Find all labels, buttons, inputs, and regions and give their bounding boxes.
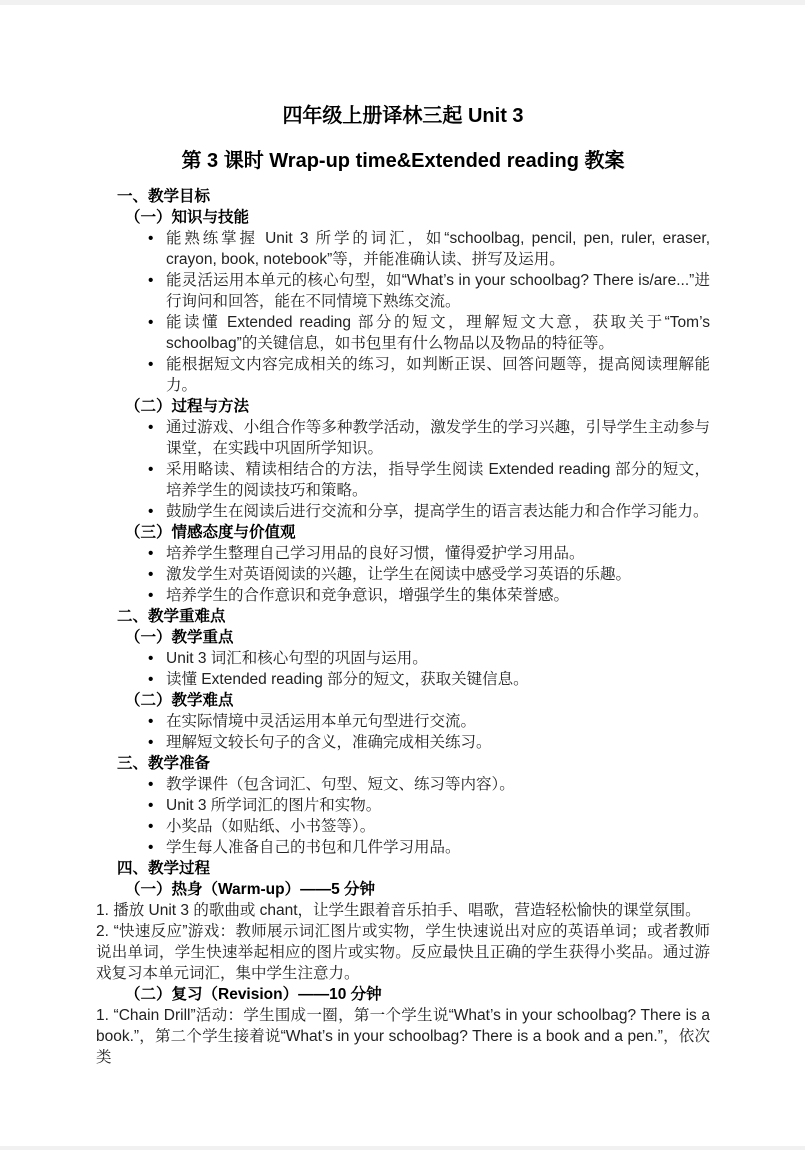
bullet-icon: • (148, 818, 154, 835)
bullet-text: Unit 3 词汇和核心句型的巩固与运用。 (166, 650, 428, 667)
bullet-item (96, 774, 710, 795)
bullet-item (96, 417, 710, 459)
bullet-text: 小奖品（如贴纸、小书签等）。 (166, 818, 376, 835)
bullet-icon: • (148, 650, 154, 667)
bullet-icon: • (148, 272, 154, 289)
bullet-icon: • (148, 797, 154, 814)
bullet-item (96, 459, 710, 501)
bullet-text: 理解短文较长句子的含义，准确完成相关练习。 (166, 734, 492, 751)
bullet-icon: • (148, 587, 154, 604)
bullet-icon: • (148, 356, 154, 373)
section-heading: 一、教学目标 (117, 188, 211, 205)
section-heading: （二）复习（Revision）——10 分钟 (125, 986, 382, 1003)
bullet-icon: • (148, 314, 154, 331)
numbered-paragraph: 1. “Chain Drill”活动：学生围成一圈，第一个学生说“What’s in your schoolbag? There is a book.”，第二个学生接着说“What’s in your schoolbag? There is a book and a pen.”，依次类 (96, 1007, 710, 1066)
section-heading: （一）知识与技能 (125, 209, 250, 226)
document-page (0, 5, 805, 1146)
bullet-icon: • (148, 776, 154, 793)
section-heading: （三）情感态度与价值观 (125, 524, 296, 541)
bullet-text: 读懂 Extended reading 部分的短文，获取关键信息。 (166, 671, 529, 688)
doc-title: 四年级上册译林三起 Unit 3 (282, 105, 524, 127)
bullet-item (96, 669, 710, 690)
bullet-item (96, 501, 710, 522)
doc-subtitle: 第 3 课时 Wrap-up time&Extended reading 教案 (181, 150, 625, 172)
bullet-text: 培养学生的合作意识和竞争意识，增强学生的集体荣誉感。 (166, 587, 570, 604)
section-heading: 二、教学重难点 (117, 608, 226, 625)
bullet-item (96, 837, 710, 858)
bullet-icon: • (148, 503, 154, 520)
bullet-item (96, 564, 710, 585)
bullet-item (96, 648, 710, 669)
bullet-text: 鼓励学生在阅读后进行交流和分享，提高学生的语言表达能力和合作学习能力。 (166, 503, 709, 520)
bullet-icon: • (148, 566, 154, 583)
bullet-icon: • (148, 671, 154, 688)
bullet-icon: • (148, 461, 154, 478)
bullet-item (96, 228, 710, 270)
bullet-icon: • (148, 230, 154, 247)
bullet-text: 通过游戏、小组合作等多种教学活动，激发学生的学习兴趣，引导学生主动参与课堂，在实践中巩固所学知识。 (166, 419, 710, 457)
document-body (96, 186, 710, 1068)
section-heading: （二）过程与方法 (125, 398, 250, 415)
bullet-icon: • (148, 734, 154, 751)
bullet-item (96, 543, 710, 564)
bullet-icon: • (148, 713, 154, 730)
numbered-paragraph: 1. 播放 Unit 3 的歌曲或 chant，让学生跟着音乐拍手、唱歌，营造轻松愉快的课堂氛围。 (96, 902, 701, 919)
bullet-text: 激发学生对英语阅读的兴趣，让学生在阅读中感受学习英语的乐趣。 (166, 566, 632, 583)
bullet-text: 能读懂 Extended reading 部分的短文，理解短文大意，获取关于“Tom’s schoolbag”的关键信息，如书包里有什么物品以及物品的特征等。 (166, 314, 710, 352)
bullet-item (96, 312, 710, 354)
bullet-item (96, 732, 710, 753)
bullet-item (96, 795, 710, 816)
bullet-text: 教学课件（包含词汇、句型、短文、练习等内容）。 (166, 776, 515, 793)
bullet-text: 能熟练掌握 Unit 3 所学的词汇，如“schoolbag, pencil, pen, ruler, eraser, crayon, book, notebook”等，并能准确认读、拼写及运用。 (166, 230, 710, 268)
bullet-item (96, 354, 710, 396)
bullet-text: 采用略读、精读相结合的方法，指导学生阅读 Extended reading 部分的短文，培养学生的阅读技巧和策略。 (166, 461, 710, 499)
bullet-text: 能灵活运用本单元的核心句型，如“What’s in your schoolbag? There is/are...”进行询问和回答，能在不同情境下熟练交流。 (166, 272, 710, 310)
section-heading: （二）教学难点 (125, 692, 234, 709)
section-heading: （一）教学重点 (125, 629, 234, 646)
bullet-text: 在实际情境中灵活运用本单元句型进行交流。 (166, 713, 477, 730)
bullet-text: 培养学生整理自己学习用品的良好习惯，懂得爱护学习用品。 (166, 545, 585, 562)
bullet-item (96, 585, 710, 606)
bullet-icon: • (148, 839, 154, 856)
numbered-paragraph: 2. “快速反应”游戏：教师展示词汇图片或实物，学生快速说出对应的英语单词；或者教师说出单词，学生快速举起相应的图片或实物。反应最快且正确的学生获得小奖品。通过游戏复习本单元词汇，集中学生注意力。 (96, 923, 710, 982)
section-heading: 三、教学准备 (117, 755, 211, 772)
bullet-text: 能根据短文内容完成相关的练习，如判断正误、回答问题等，提高阅读理解能力。 (166, 356, 710, 394)
bullet-text: 学生每人准备自己的书包和几件学习用品。 (166, 839, 461, 856)
section-heading: （一）热身（Warm-up）——5 分钟 (125, 881, 376, 898)
bullet-text: Unit 3 所学词汇的图片和实物。 (166, 797, 382, 814)
bullet-item (96, 270, 710, 312)
bullet-item (96, 816, 710, 837)
bullet-icon: • (148, 545, 154, 562)
bullet-icon: • (148, 419, 154, 436)
bullet-item (96, 711, 710, 732)
section-heading: 四、教学过程 (117, 860, 211, 877)
